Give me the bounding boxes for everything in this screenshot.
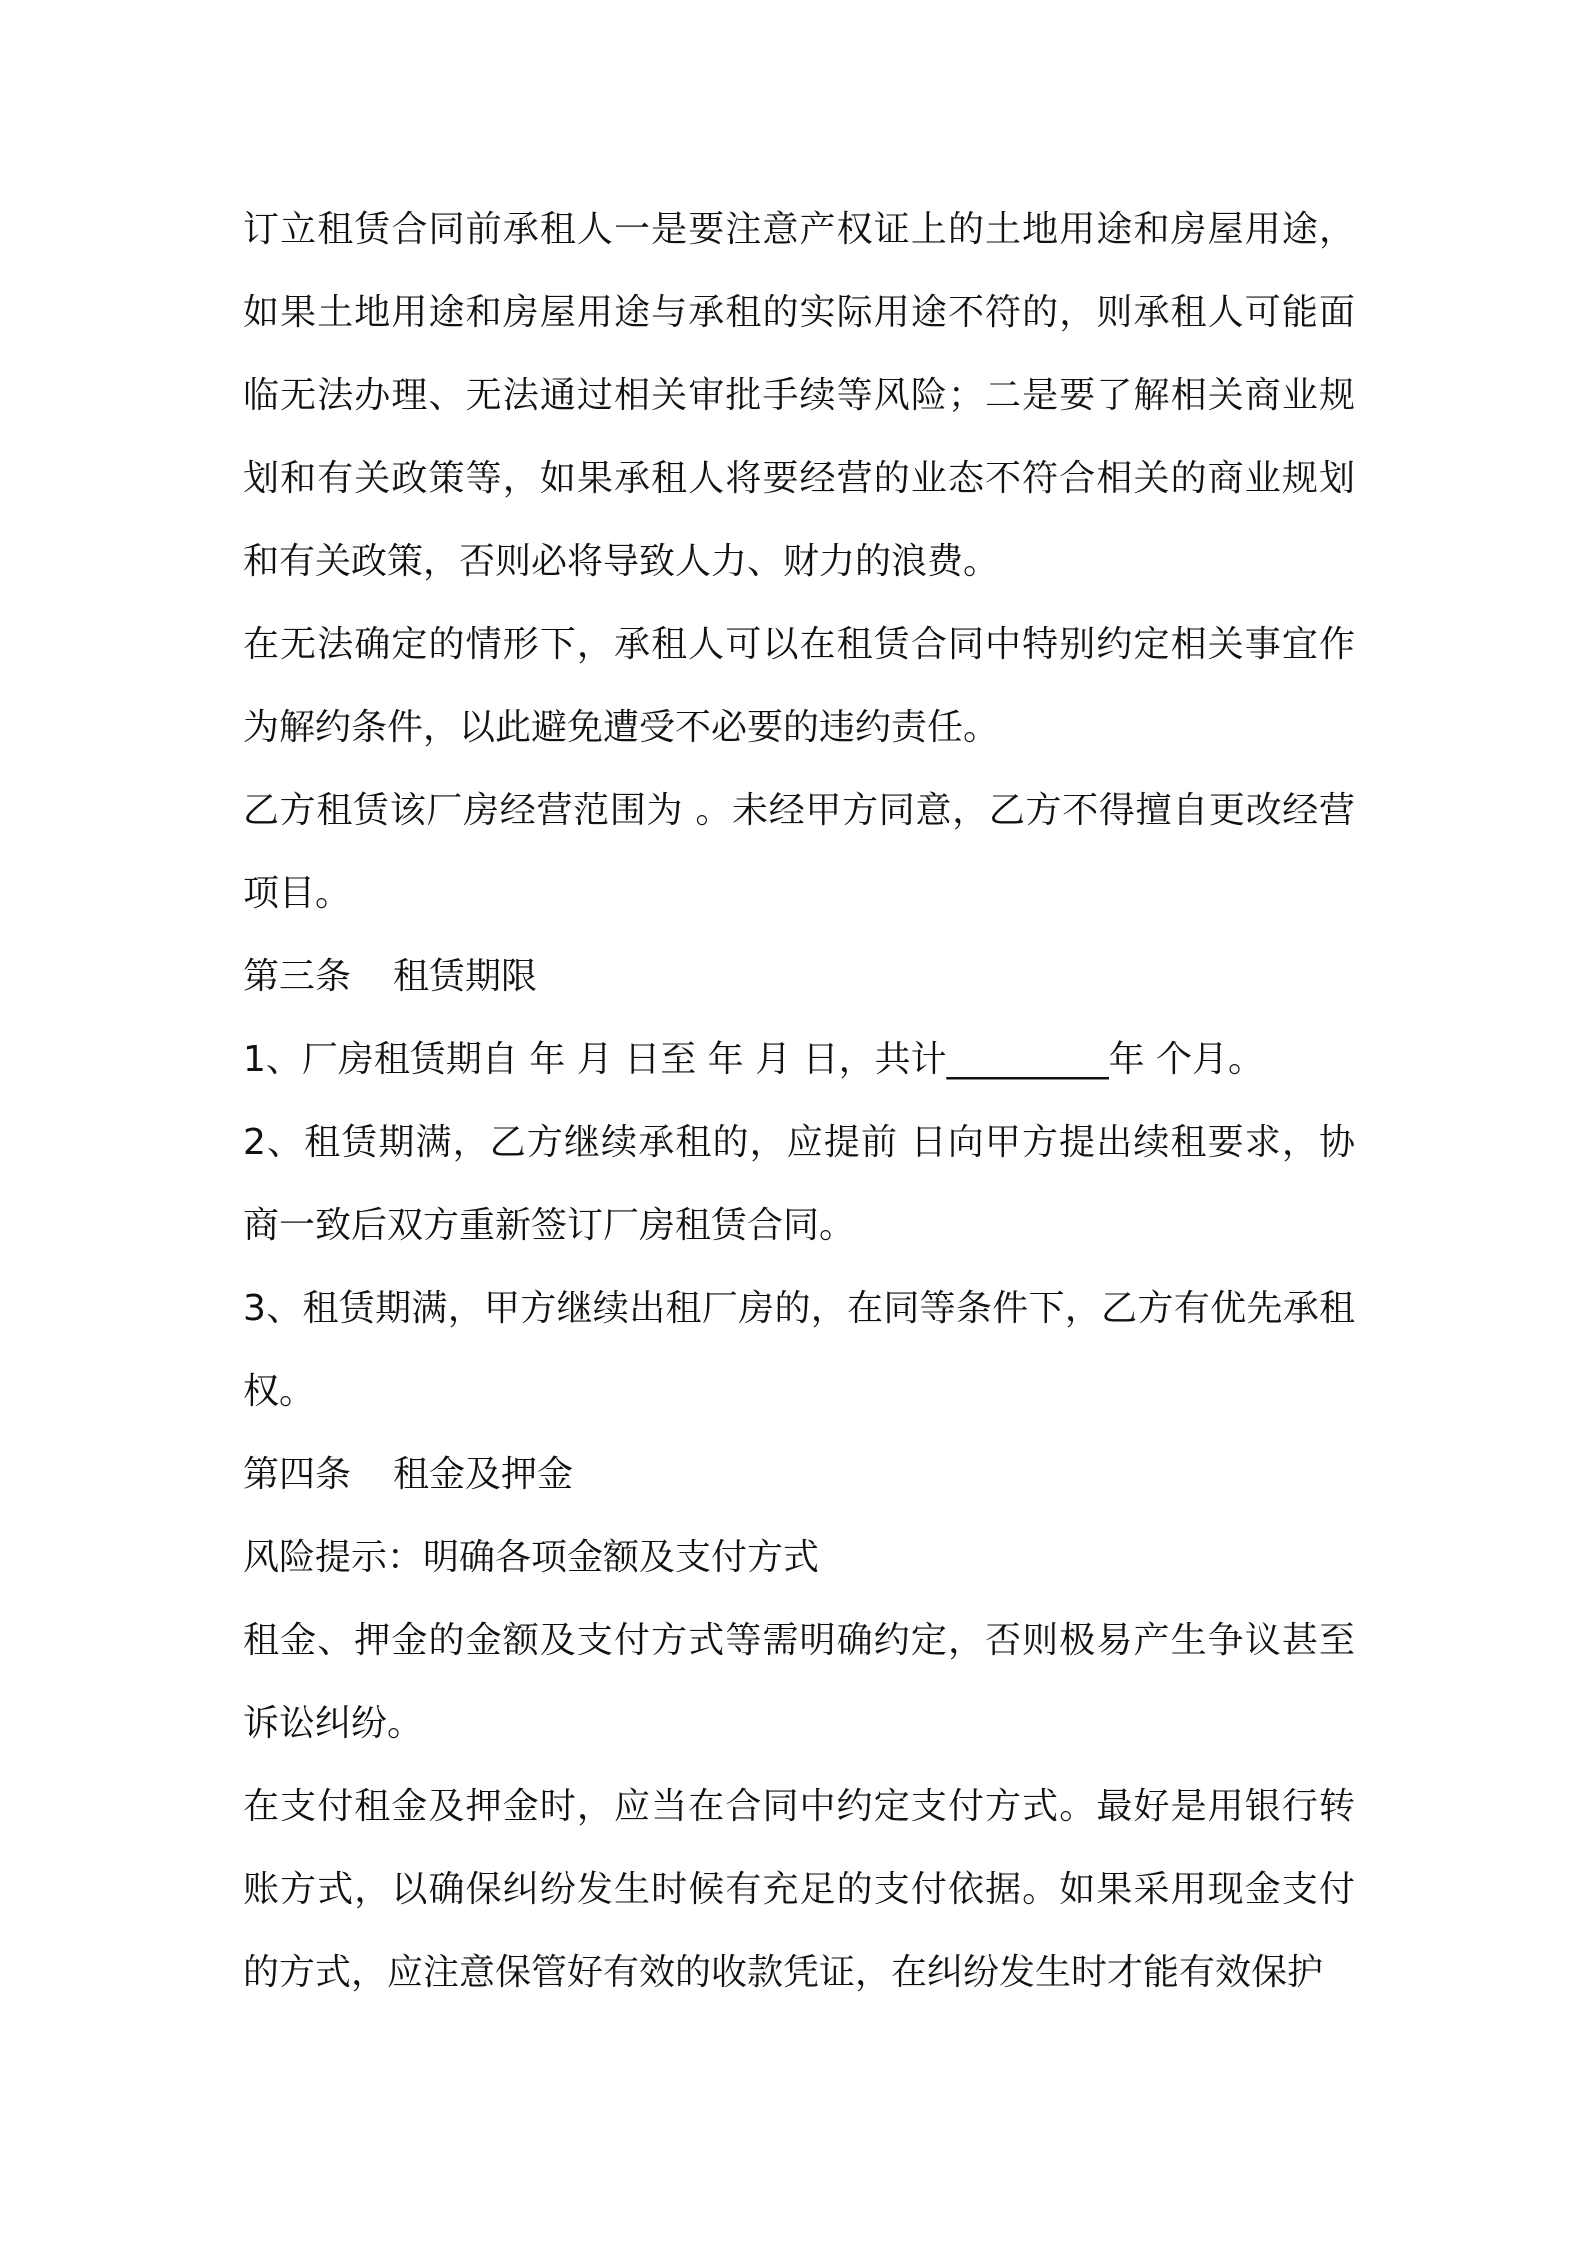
- paragraph-payment-method: 在支付租金及押金时，应当在合同中约定支付方式。最好是用银行转账方式，以确保纠纷发生时候有充足的支付依据。如果采用现金支付的方式，应注意保管好有效的收款凭证，在纠纷发生时才能有效保护: [243, 1786, 1355, 1993]
- article-3-heading: [243, 935, 1355, 1018]
- risk-tip: 风险提示：明确各项金额及支付方式: [243, 1537, 820, 1578]
- article-3-item-3: 3、租赁期满，甲方继续出租厂房的，在同等条件下，乙方有优先承租权。: [243, 1288, 1355, 1412]
- article-4-heading: [243, 1433, 1355, 1516]
- article-4-number: 第四条: [243, 1454, 352, 1495]
- article-3-title: 租赁期限: [393, 956, 538, 997]
- paragraph-land-use: 订立租赁合同前承租人一是要注意产权证上的土地用途和房屋用途，如果土地用途和房屋用途与承租的实际用途不符的，则承租人可能面临无法办理、无法通过相关审批手续等风险；二是要了解相关商业规划和有关政策等，如果承租人将要经营的业态不符合相关的商业规划和有关政策，否则必将导致人力、财力的浪费。: [243, 209, 1355, 582]
- article-3-item-1: 1、厂房租赁期自 年 月 日至 年 月 日，共计_________年 个月。: [243, 1039, 1265, 1080]
- paragraph-business-scope: 乙方租赁该厂房经营范围为 。未经甲方同意，乙方不得擅自更改经营项目。: [243, 790, 1355, 914]
- paragraph-termination-condition: 在无法确定的情形下，承租人可以在租赁合同中特别约定相关事宜作为解约条件，以此避免遭受不必要的违约责任。: [243, 624, 1355, 748]
- article-3-item-2: 2、租赁期满，乙方继续承租的，应提前 日向甲方提出续租要求，协商一致后双方重新签订厂房租赁合同。: [243, 1122, 1355, 1246]
- article-3-number: 第三条: [243, 956, 352, 997]
- article-4-title: 租金及押金: [393, 1454, 574, 1495]
- document-page: [243, 188, 1355, 2014]
- paragraph-payment-agreement: 租金、押金的金额及支付方式等需明确约定，否则极易产生争议甚至诉讼纠纷。: [243, 1620, 1355, 1744]
